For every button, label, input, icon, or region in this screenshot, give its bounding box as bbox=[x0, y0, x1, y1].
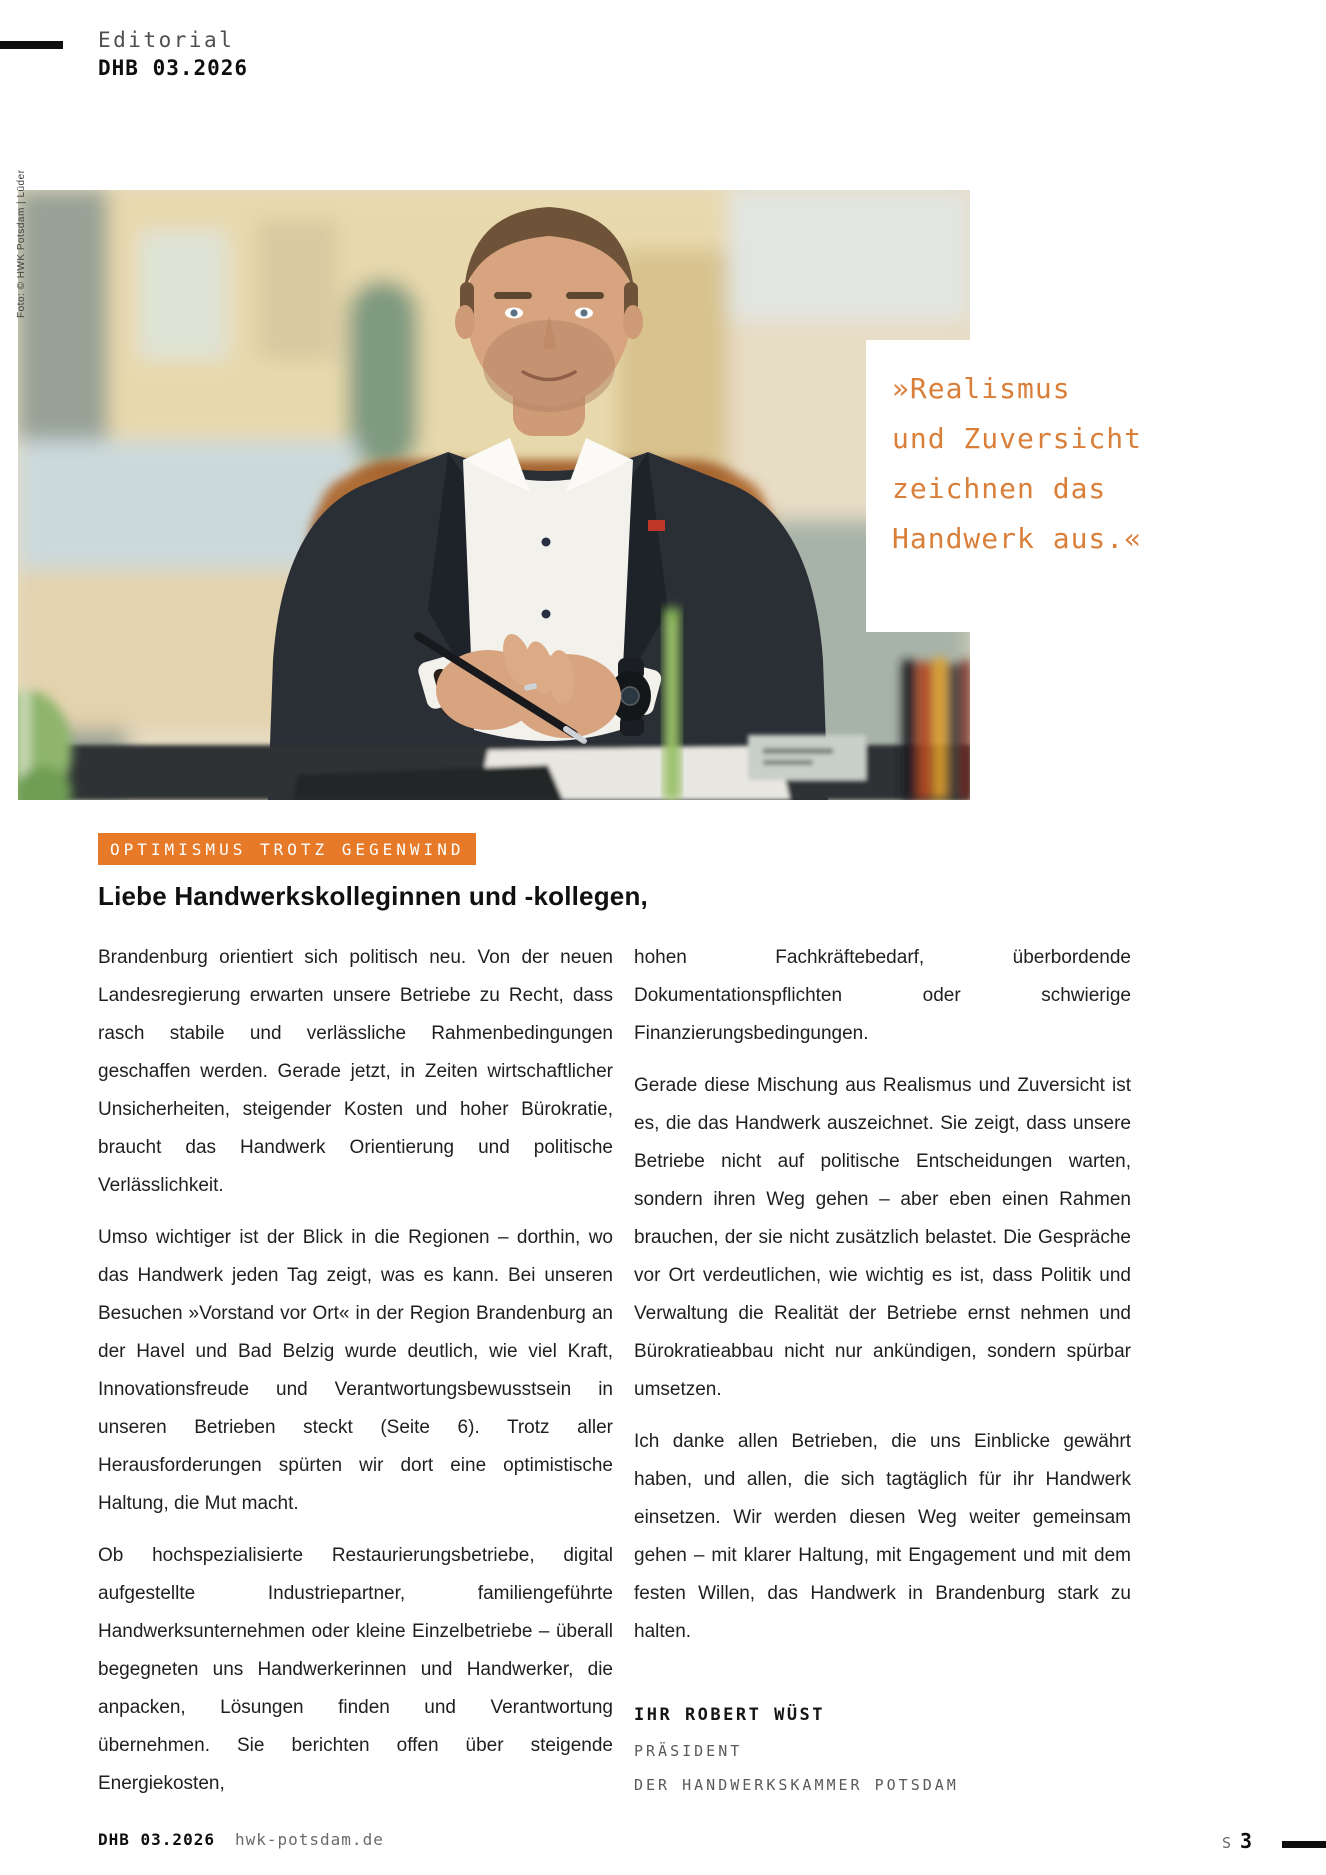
portrait-illustration bbox=[18, 190, 970, 800]
plant-stem bbox=[664, 608, 680, 800]
paragraph: Ich danke allen Betrieben, die uns Einblicke gewährt haben, und allen, die sich tagtäglich für ihr Handwerk einsetzen. Wir werden diesen Weg weiter gemeinsam gehen – mit klarer Haltung, mit Engagement und mit dem festen Willen, das Handwerk in Brandenburg stark zu halten. bbox=[634, 1431, 1131, 1642]
paragraph: Brandenburg orientiert sich politisch neu. Von der neuen Landesregierung erwarten unsere Betriebe zu Recht, dass rasch stabile und verlässliche Rahmenbedingungen geschaffen werden. Gerade jetzt, in Zeiten wirtschaftlicher Unsicherheiten, steigender Kosten und hoher Bürokratie, braucht das Handwerk Orientierung und politische Verlässlichkeit. bbox=[98, 947, 613, 1196]
eyebrow-left bbox=[494, 292, 532, 299]
bookshelf-books bbox=[902, 658, 970, 800]
pull-quote-line: zeichnen das bbox=[892, 472, 1107, 505]
pull-quote-box bbox=[866, 340, 1326, 632]
paragraph: Umso wichtiger ist der Blick in die Regionen – dorthin, wo das Handwerk jeden Tag zeigt, was es kann. Bei unseren Besuchen »Vorstand vor Ort« in der Region Brandenburg an der Havel und Bad Belzig wurde deutlich, wie viel Kraft, Innovationsfreude und Verantwortungsbewusstsein in unseren Betrieben steckt (Seite 6). Trotz aller Herausforderungen spürten wir dort eine optimistische Haltung, die Mut macht. bbox=[98, 1227, 613, 1514]
desk-sign bbox=[748, 735, 866, 780]
article bbox=[98, 833, 1131, 1817]
paragraph: Gerade diese Mischung aus Realismus und Zuversicht ist es, die das Handwerk auszeichnet. Sie zeigt, dass unsere Betriebe nicht auf politische Entscheidungen warten, sondern ihren Weg gehen – aber eben einen Rahmen brauchen, der sie nicht zusätzlich belastet. Die Gespräche vor Ort verdeutlichen, wie wichtig es ist, dass Politik und Verwaltung die Realität der Betriebe ernst nehmen und Bürokratieabbau nicht nur ankündigen, sondern spürbar umsetzen. bbox=[634, 1075, 1131, 1400]
page-number bbox=[1222, 1829, 1252, 1853]
signature-organization: DER HANDWERKSKAMMER POTSDAM bbox=[634, 1776, 959, 1794]
ear-left bbox=[455, 305, 475, 339]
body-columns bbox=[98, 939, 1131, 1817]
ear-right bbox=[623, 305, 643, 339]
pull-quote-line: »Realismus bbox=[892, 372, 1071, 405]
signature-role: PRÄSIDENT bbox=[634, 1742, 743, 1760]
column-left bbox=[98, 939, 613, 1817]
paragraph: Ob hochspezialisierte Restaurierungsbetriebe, digital aufgestellte Industriepartner, familiengeführte Handwerksunternehmen oder kleine Einzelbetriebe – überall begegneten uns Handwerkerinnen und Handwerker, die anpacken, Lösungen finden und Verantwortung übernehmen. Sie berichten offen über steigende Energiekosten, bbox=[98, 1545, 613, 1794]
signature-block bbox=[634, 1705, 1131, 1794]
kicker: Editorial bbox=[98, 28, 235, 52]
eyebrow-right bbox=[566, 292, 604, 299]
page-label: S bbox=[1222, 1834, 1232, 1852]
footer-website: hwk-potsdam.de bbox=[234, 1830, 384, 1849]
footer-left bbox=[98, 1830, 384, 1849]
issue-label: DHB 03.2026 bbox=[98, 56, 249, 80]
footer-rule bbox=[1282, 1841, 1326, 1848]
paragraph: hohen Fachkräftebedarf, überbordende Dokumentationspflichten oder schwierige Finanzierungsbedingungen. bbox=[634, 947, 1131, 1044]
tagline-badge: OPTIMISMUS TROTZ GEGENWIND bbox=[98, 833, 476, 865]
photo-credit: Foto: © HWK Potsdam | Lüder bbox=[16, 169, 27, 318]
signature-name: IHR ROBERT WÜST bbox=[634, 1705, 826, 1725]
footer-issue: DHB 03.2026 bbox=[98, 1830, 215, 1849]
column-right bbox=[634, 939, 1131, 1817]
pull-quote-line: Handwerk aus.« bbox=[892, 522, 1143, 555]
salutation: Liebe Handwerkskolleginnen und -kollegen, bbox=[98, 881, 648, 911]
header-rule bbox=[0, 41, 63, 49]
page-number-value: 3 bbox=[1240, 1829, 1253, 1853]
red-lapel-pin bbox=[648, 520, 665, 531]
portrait-photo bbox=[18, 190, 970, 800]
pull-quote-line: und Zuversicht bbox=[892, 422, 1143, 455]
